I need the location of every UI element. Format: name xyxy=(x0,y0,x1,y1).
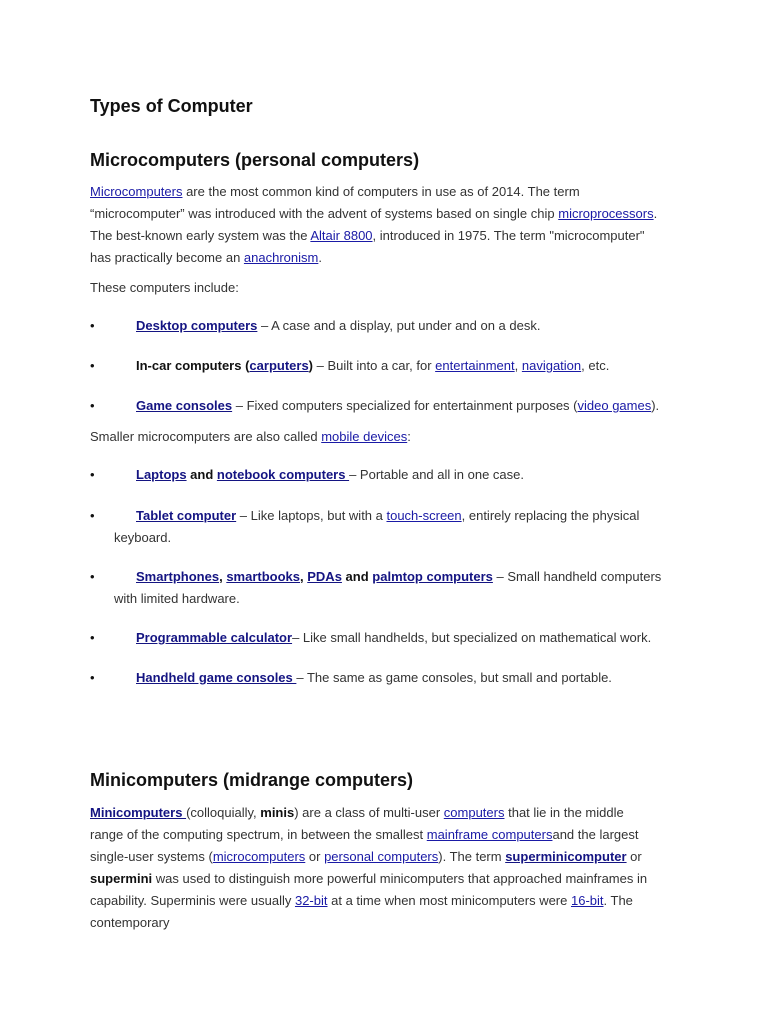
link-video-games[interactable]: video games xyxy=(577,398,652,413)
link-personal-computers[interactable]: personal computers xyxy=(324,849,439,864)
mini-text-7: or xyxy=(626,849,642,864)
mini-text-9: at a time when most minicomputers were xyxy=(327,893,571,908)
link-desktop-computers[interactable]: Desktop computers xyxy=(136,318,258,333)
smaller-end: : xyxy=(407,429,411,444)
in-car-text-1: – Built into a car, for xyxy=(313,358,436,373)
link-altair-8800[interactable]: Altair 8800 xyxy=(310,228,373,243)
bullet-dot: • xyxy=(90,358,95,373)
desktop-text: – A case and a display, put under and on a desk. xyxy=(257,318,541,333)
link-minicomputers[interactable]: Minicomputers xyxy=(90,805,187,820)
micro-intro-text-3: , introduced in 1975. The term "microcomputer" has practically become an xyxy=(90,228,645,265)
link-notebook-computers[interactable]: notebook computers xyxy=(216,467,350,482)
minis-bold: minis xyxy=(260,805,295,820)
mini-text-6: ). The term xyxy=(438,849,506,864)
bullet-dot: • xyxy=(90,467,95,482)
link-anachronism[interactable]: anachronism xyxy=(243,250,319,265)
smartphones-text: – Small handheld computers with limited hardware. xyxy=(114,569,662,606)
page-title: Types of Computer xyxy=(90,96,253,116)
mini-paragraph xyxy=(90,802,660,934)
bullet-dot: • xyxy=(90,670,95,685)
game-text-1: – Fixed computers specialized for entertainment purposes ( xyxy=(232,398,578,413)
tablet-text-2: , entirely replacing the physical keyboard. xyxy=(114,508,640,545)
smartphones-comma-2: , xyxy=(300,569,308,584)
micro-intro-text-4: . xyxy=(318,250,322,265)
link-microprocessors[interactable]: microprocessors xyxy=(558,206,654,221)
mini-text-5: or xyxy=(305,849,325,864)
list-item-game-consoles xyxy=(90,395,680,417)
mini-text-3: that lie in the middle range of the computing spectrum, in between the smallest xyxy=(90,805,624,842)
mini-text-4: and the largest single-user systems ( xyxy=(90,827,639,864)
bullet-dot: • xyxy=(90,630,95,645)
bullet-dot: • xyxy=(90,398,95,413)
handheld-text: – The same as game consoles, but small and portable. xyxy=(296,670,612,685)
game-text-2: ). xyxy=(651,398,660,413)
mini-text-8: was used to distinguish more powerful minicomputers that approached mainframes in capability. Superminis were usually xyxy=(90,871,648,908)
link-touch-screen[interactable]: touch-screen xyxy=(386,508,462,523)
bullet-dot: • xyxy=(90,508,95,523)
link-32-bit[interactable]: 32-bit xyxy=(294,893,328,908)
link-smartbooks[interactable]: smartbooks xyxy=(226,569,301,584)
link-16-bit[interactable]: 16-bit xyxy=(570,893,604,908)
list-item-laptops xyxy=(90,464,680,486)
link-mainframe-computers[interactable]: mainframe computers xyxy=(426,827,553,842)
link-tablet-computer[interactable]: Tablet computer xyxy=(136,508,237,523)
heading-minicomputers: Minicomputers (midrange computers) xyxy=(90,770,414,790)
smaller-text: Smaller microcomputers are also called xyxy=(90,429,322,444)
laptops-text: – Portable and all in one case. xyxy=(349,467,524,482)
include-text: These computers include: xyxy=(90,280,239,295)
in-car-text-3: , etc. xyxy=(581,358,610,373)
link-navigation[interactable]: navigation xyxy=(521,358,582,373)
link-handheld-game-consoles[interactable]: Handheld game consoles xyxy=(136,670,297,685)
in-car-text-2: , xyxy=(514,358,522,373)
list-item-tablet xyxy=(90,505,680,549)
mini-text-10: . The contemporary xyxy=(90,893,633,930)
calculator-text: – Like small handhelds, but specialized on mathematical work. xyxy=(292,630,652,645)
link-entertainment[interactable]: entertainment xyxy=(435,358,515,373)
smartphones-and: and xyxy=(341,569,373,584)
link-programmable-calculator[interactable]: Programmable calculator xyxy=(136,630,293,645)
list-item-desktop xyxy=(90,315,680,337)
laptops-and: and xyxy=(186,467,217,482)
bullet-dot: • xyxy=(90,318,95,333)
smaller-micro-paragraph xyxy=(90,426,411,448)
micro-intro-text-2: . The best-known early system was the xyxy=(90,206,658,243)
tablet-text-1: – Like laptops, but with a xyxy=(236,508,387,523)
list-item-handheld-consoles xyxy=(90,667,680,689)
list-item-smartphones xyxy=(90,566,680,610)
link-microcomputers[interactable]: Microcomputers xyxy=(90,184,183,199)
in-car-bold-close: ) xyxy=(308,358,314,373)
smartphones-comma-1: , xyxy=(219,569,227,584)
list-item-in-car xyxy=(90,355,680,377)
link-smartphones[interactable]: Smartphones xyxy=(136,569,220,584)
link-mobile-devices[interactable]: mobile devices xyxy=(321,429,408,444)
link-game-consoles[interactable]: Game consoles xyxy=(136,398,233,413)
link-computers[interactable]: computers xyxy=(443,805,505,820)
in-car-bold-text: In-car computers ( xyxy=(136,358,250,373)
heading-microcomputers: Microcomputers (personal computers) xyxy=(90,150,420,170)
link-superminicomputer[interactable]: superminicomputer xyxy=(505,849,627,864)
mini-text-2: ) are a class of multi-user xyxy=(294,805,444,820)
supermini-bold: supermini xyxy=(90,871,153,886)
link-palmtop-computers[interactable]: palmtop computers xyxy=(372,569,493,584)
link-microcomputers-2[interactable]: microcomputers xyxy=(212,849,306,864)
micro-intro-paragraph xyxy=(90,181,660,269)
mini-text-1: (colloquially, xyxy=(186,805,261,820)
link-pdas[interactable]: PDAs xyxy=(307,569,342,584)
bullet-dot: • xyxy=(90,569,95,584)
link-carputers[interactable]: carputers xyxy=(249,358,309,373)
list-item-calculator xyxy=(90,627,680,649)
link-laptops[interactable]: Laptops xyxy=(136,467,187,482)
micro-intro-text-1: are the most common kind of computers in use as of 2014. The term “microcomputer” was introduced with the advent of systems based on single chip xyxy=(90,184,580,221)
